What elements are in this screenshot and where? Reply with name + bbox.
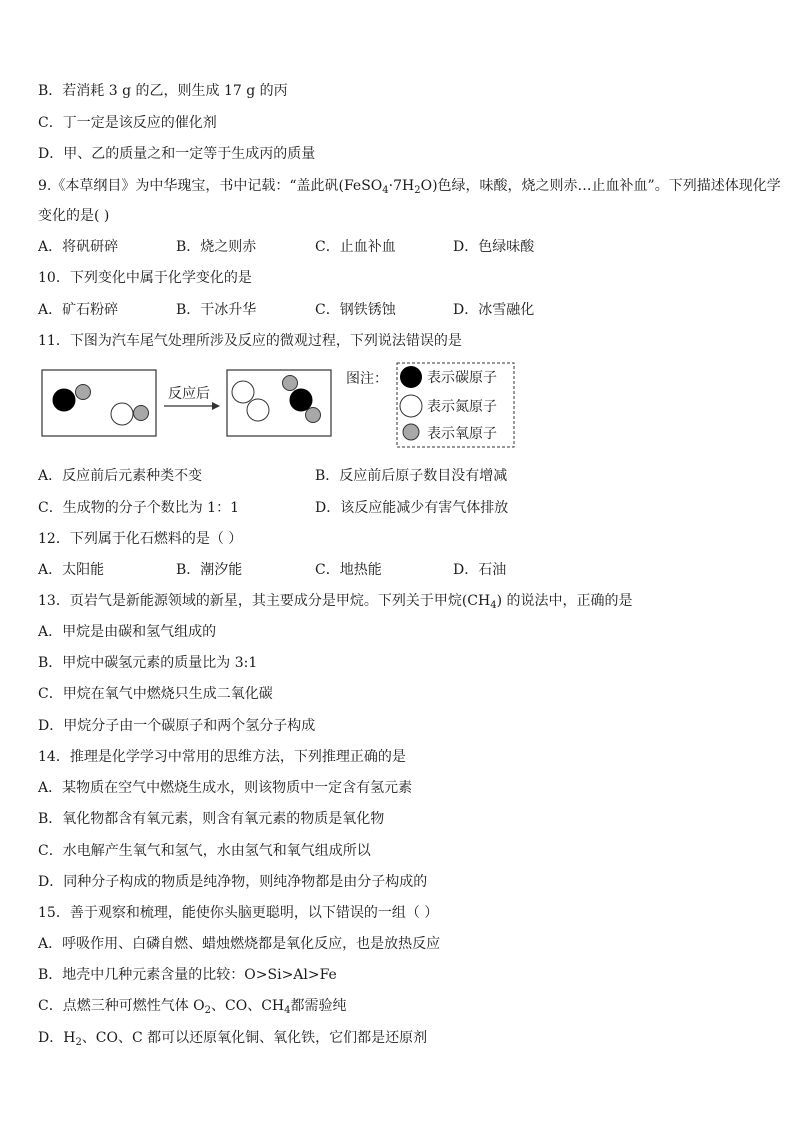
q10-option-c: C．钢铁锈蚀 [315, 302, 396, 318]
oxygen-atom [134, 406, 149, 421]
legend-nitrogen-label: 表示氮原子 [427, 399, 497, 415]
q9-stem: 9.《本草纲目》为中华瑰宝，书中记载：“盖此矾$(FeSO_4\cdot 7H_2O)$色绿，味酸，烧之则赤…止血补血”。下列描述体现化学 [38, 178, 781, 196]
q14-option-c: C．水电解产生氧气和氢气，水由氢气和氧气组成所以 [38, 843, 371, 859]
q15-option-d: D．$H_2$、CO、C 都可以还原氧化铜、氧化铁，它们都是还原剂 [38, 1030, 428, 1048]
legend-carbon-label: 表示碳原子 [427, 370, 497, 386]
q8-option-c: C．丁一定是该反应的催化剂 [38, 115, 217, 131]
q11-stem: 11．下图为汽车尾气处理所涉及反应的微观过程，下列说法错误的是 [38, 333, 462, 349]
q8-option-b: B．若消耗 3 g 的乙，则生成 17 g 的丙 [38, 83, 288, 99]
q10-stem: 10．下列变化中属于化学变化的是 [38, 270, 252, 286]
oxygen-atom [76, 385, 91, 400]
nitrogen-atom [232, 381, 254, 403]
q14-option-b: B．氧化物都含有氧元素，则含有氧元素的物质是氧化物 [38, 811, 385, 827]
q10-option-a: A．矿石粉碎 [38, 302, 119, 318]
q11-option-d: D．该反应能减少有害气体排放 [315, 500, 509, 516]
q8-option-d: D．甲、乙的质量之和一定等于生成丙的质量 [38, 146, 316, 162]
q11-option-c: C．生成物的分子个数比为 1：1 [38, 500, 239, 516]
oxygen-atom [306, 408, 321, 423]
q10-option-b: B．干冰升华 [176, 302, 257, 318]
carbon-atom [53, 389, 75, 411]
nitrogen-atom [247, 399, 269, 421]
q12-option-a: A．太阳能 [38, 562, 105, 578]
q15-stem: 15．善于观察和梳理，能使你头脑更聪明，以下错误的一组（ ） [38, 905, 439, 921]
q10-option-d: D．冰雪融化 [453, 302, 535, 318]
q12-option-d: D．石油 [453, 562, 507, 578]
q12-option-c: C．地热能 [315, 562, 382, 578]
q13-option-d: D．甲烷分子由一个碳原子和两个氢分子构成 [38, 718, 316, 734]
q11-option-b: B．反应前后原子数目没有增减 [315, 468, 508, 484]
arrow-label: 反应后 [168, 386, 210, 402]
q13-option-b: B．甲烷中碳氢元素的质量比为 3:1 [38, 655, 258, 671]
q13-stem: 13．页岩气是新能源领域的新星，其主要成分是甲烷。下列关于甲烷$(CH_4)$ 的说法中，正确的是 [38, 593, 633, 611]
q15-option-b: B．地壳中几种元素含量的比较：O>Si>Al>Fe [38, 967, 337, 983]
q12-stem: 12．下列属于化石燃料的是（ ） [38, 531, 243, 547]
q14-stem: 14．推理是化学学习中常用的思维方法，下列推理正确的是 [38, 749, 406, 765]
legend-title: 图注： [346, 371, 388, 387]
legend-oxygen-icon [403, 424, 419, 440]
oxygen-atom [283, 376, 298, 391]
q12-option-b: B．潮汐能 [176, 562, 243, 578]
q14-option-d: D．同种分子构成的物质是纯净物，则纯净物都是由分子构成的 [38, 874, 428, 890]
q14-option-a: A．某物质在空气中燃烧生成水，则该物质中一定含有氢元素 [38, 780, 413, 796]
arrow-head-icon [212, 402, 220, 410]
q9-option-c: C．止血补血 [315, 239, 396, 255]
q15-option-a: A．呼吸作用、白磷自燃、蜡烛燃烧都是氧化反应，也是放热反应 [38, 936, 441, 952]
legend-carbon-icon [400, 366, 422, 388]
q9-option-a: A．将矾研碎 [38, 239, 119, 255]
q13-option-c: C．甲烷在氧气中燃烧只生成二氧化碳 [38, 686, 273, 702]
legend-nitrogen-icon [400, 395, 422, 417]
q9-option-b: B．烧之则赤 [176, 239, 257, 255]
legend-oxygen-label: 表示氧原子 [427, 426, 497, 442]
reaction-diagram [40, 360, 530, 450]
nitrogen-atom [111, 403, 133, 425]
carbon-atom [290, 389, 312, 411]
q9-option-d: D．色绿味酸 [453, 239, 535, 255]
q13-option-a: A．甲烷是由碳和氢气组成的 [38, 624, 217, 640]
q9-stem-line2: 变化的是( ) [38, 208, 110, 224]
q15-option-c: C．点燃三种可燃性气体 $O_2$、CO、$CH_4$都需验纯 [38, 998, 347, 1016]
q11-option-a: A．反应前后元素种类不变 [38, 468, 203, 484]
